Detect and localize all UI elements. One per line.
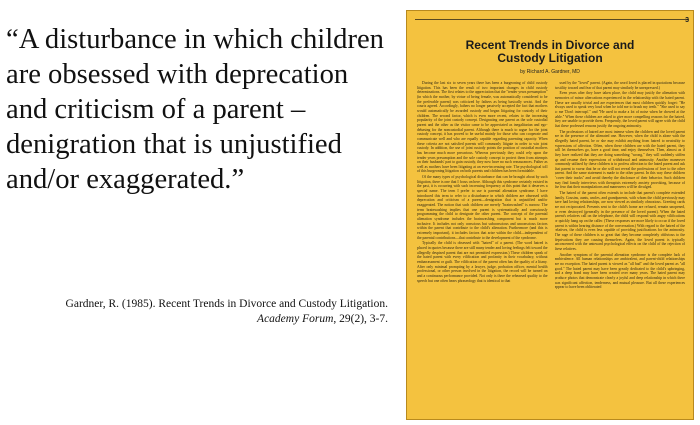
- article-page-scan: [406, 10, 694, 420]
- article-title-line-2: Custody Litigation: [497, 51, 603, 65]
- page-header-rule: [415, 19, 689, 20]
- citation-journal-line: [8, 312, 388, 326]
- page-number: 3: [685, 17, 689, 24]
- article-title: [407, 39, 693, 65]
- citation-reference: Gardner, R. (1985). Recent Trends in Divorce and Custody Litigation.: [65, 298, 388, 310]
- article-paragraph: The hatred of the parent often extends to include that parent's complete extended family. Cousins, aunts, uncles, and grandparents, with whom the child previously may have had loving relationships, are now viewed as similarly obnoxious. Greeting cards are not reciprocated. Presents sent to the child's home are refused, remain unopened, or even destroyed (generally in the presence of the loved parent). When the hated parent's relatives call on the telephone, the child will respond with angry vilifications or quickly hang up on the caller. (These responses are more likely to occur if the loved parent is within hearing distance of the conversation.) With regard to the hatred of the relatives, the child is even less capable of providing justifications for the animosity. The rage of these children is so great that they become completely oblivious to the deprivations they are causing themselves. Again, the loved parent is typically unconcerned with the untoward psychological effects on the child of the rejection of these relatives.: [554, 191, 685, 251]
- article-paragraph: Even years after they have taken place, the child may justify the alienation with memories of minor altercations experienced in the relationship with the hated parent. These are usually trivial and are experiences that most children quickly forget: "He always used to speak very loud when he told me to brush my teeth." "She used to say to me 'Don't interrupt'." and "He used to make a lot of noise when he chewed at the table." When these children are asked to give more compelling reasons for the hatred, they are unable to provide them. Frequently, the loved parent will agree with the child that these professed reasons justify the ongoing animosity.: [554, 91, 685, 128]
- article-column-right: [555, 81, 686, 413]
- article-column-left: [417, 81, 548, 413]
- article-body: [417, 81, 685, 413]
- article-paragraph: The professions of hatred are most intense when the children and the loved parent are in the presence of the alienated one. However, when the child is alone with the allegedly hated parent, he or she may exhibit anything from hatred to neutrality to expressions of affection. Often, when these children are with the hated parent, they will let themselves go, have a good time, and enjoy themselves. Then, almost as if they have realized that they are doing something "wrong," they will suddenly stiffen up and resume their expressions of withdrawal and animosity. Another maneuver commonly utilized by these children is to profess affection to the hated parent and ask that parent to swear that he or she will not reveal the professions of love to the other parent. And the same statement is made to the other parent. In this way these children "cover their tracks" and avoid thereby the disclosure of their behavior. Such children may find family interviews with therapists extremely anxiety provoking, because of the fear that their manipulations and maneuvers will be divulged.: [554, 129, 685, 190]
- citation: [8, 297, 388, 326]
- article-paragraph: Another symptom of the parental alienation syndrome is the complete lack of ambivalence. All human relationships are ambivalent, and parent-child relationships are no exception. The hated parent is viewed as "all bad" and the loved parent as "all good." The hated parent may have been greatly dedicated to the child's upbringing, and a deep bond may have been created over many years. The hated parent may produce photos that demonstrate clearly a joyful and deep relationship in which there was significant affection, tenderness, and mutual pleasure. But all these experiences appear to have been obliterated: [554, 252, 685, 290]
- article-author: by Richard A. Gardner, MD: [520, 69, 580, 75]
- pull-quote: “A disturbance in which children are obsessed with deprecation and criticism of a parent – denigration that is unjustified and/or exaggerated.”: [6, 24, 384, 195]
- article-title-line-1: Recent Trends in Divorce and: [465, 38, 635, 52]
- article-paragraph: Of the many types of psychological disturbance that can be brought about by such litigation, there is one that I focus on here. Although this syndrome certainly existed in the past, it is occurring with such increasing frequency at this point that it deserves a special name. The term I prefer to use is parental alienation syndrome. I have introduced this term to refer to a disturbance in which children are obsessed with deprecation and criticism of a parent—denigration that is unjustified and/or exaggerated. The notion that such children are merely "brainwashed" is narrow. The term brainwashing implies that one parent is systematically and consciously programming the child to denigrate the other parent. The concept of the parental alienation syndrome includes the brainwashing component but is much more inclusive. It includes not only conscious but subconscious and unconscious factors within the parent that contribute to the child's alienation. Furthermore (and this is extremely important), it includes factors that arise within the child—independent of the parental contributions—that contribute to the development of the syndrome.: [417, 175, 548, 240]
- article-paragraph: used by the "loved" parent. (Again, the word loved is placed in quotations because hostility toward and fear of that parent may similarly be unexpressed.): [554, 81, 685, 90]
- article-paragraph: Typically the child is obsessed with "hatred" of a parent. (The word hatred is placed in quotes because there are still many tender and loving feelings felt toward the allegedly despised parent that are not permitted expression.) These children speak of the hated parent with every vilification and profanity in their vocabulary, without embarrassment or guilt. The vilification of the parent often has the quality of a litany. After only minimal prompting by a lawyer, judge, probation officer, mental health professional, or other person involved in the litigation, the record will be turned on and a continuous performance provided. Not only is there the rehearsed quality to the speech but one often hears phraseology that is identical to that: [417, 241, 548, 283]
- article-paragraph: During the last six to seven years there has been a burgeoning of child custody litigation. This has been the result of two important changes in child custody determinations. The first relates to the appreciation that the "tender years presumption" (in which the mother, by virtue of being female, was automatically considered to be the preferable parent) was criticized by fathers as being basically sexist. And the courts agreed. Accordingly, fathers no longer passively accepted the fact that mothers would automatically be awarded custody and began litigating for custody of their children. The second factor, which is even more recent, relates to the increasing popularity of the joint custody concept. Designating one parent as the sole custodial parent and the other as the visitor came to be appreciated as inegalitarian and ego-debasing for the noncustodial parent. Although there is much to argue for the joint custody concept, it has proved to be useful mainly for those who can cooperate and communicate well and who are equally capable regarding parenting capacity. When these criteria are not satisfied parents will commonly litigate in order to win joint custody. In addition, the use of joint custody points the position of custodial mothers has become much more precarious. Whereas previously they could rely upon the tender years presumption and the sole custody concept to protect them from attempts on their husbands' part to gain custody, they now have no such reassurances. Father as well as mothers have been litigating at an ever-increasing rate. The psychological toll of this burgeoning litigation on both parents and children has been formidable.: [417, 81, 548, 174]
- citation-volume-pages: , 29(2), 3-7.: [333, 313, 388, 325]
- citation-journal: Academy Forum: [257, 313, 334, 325]
